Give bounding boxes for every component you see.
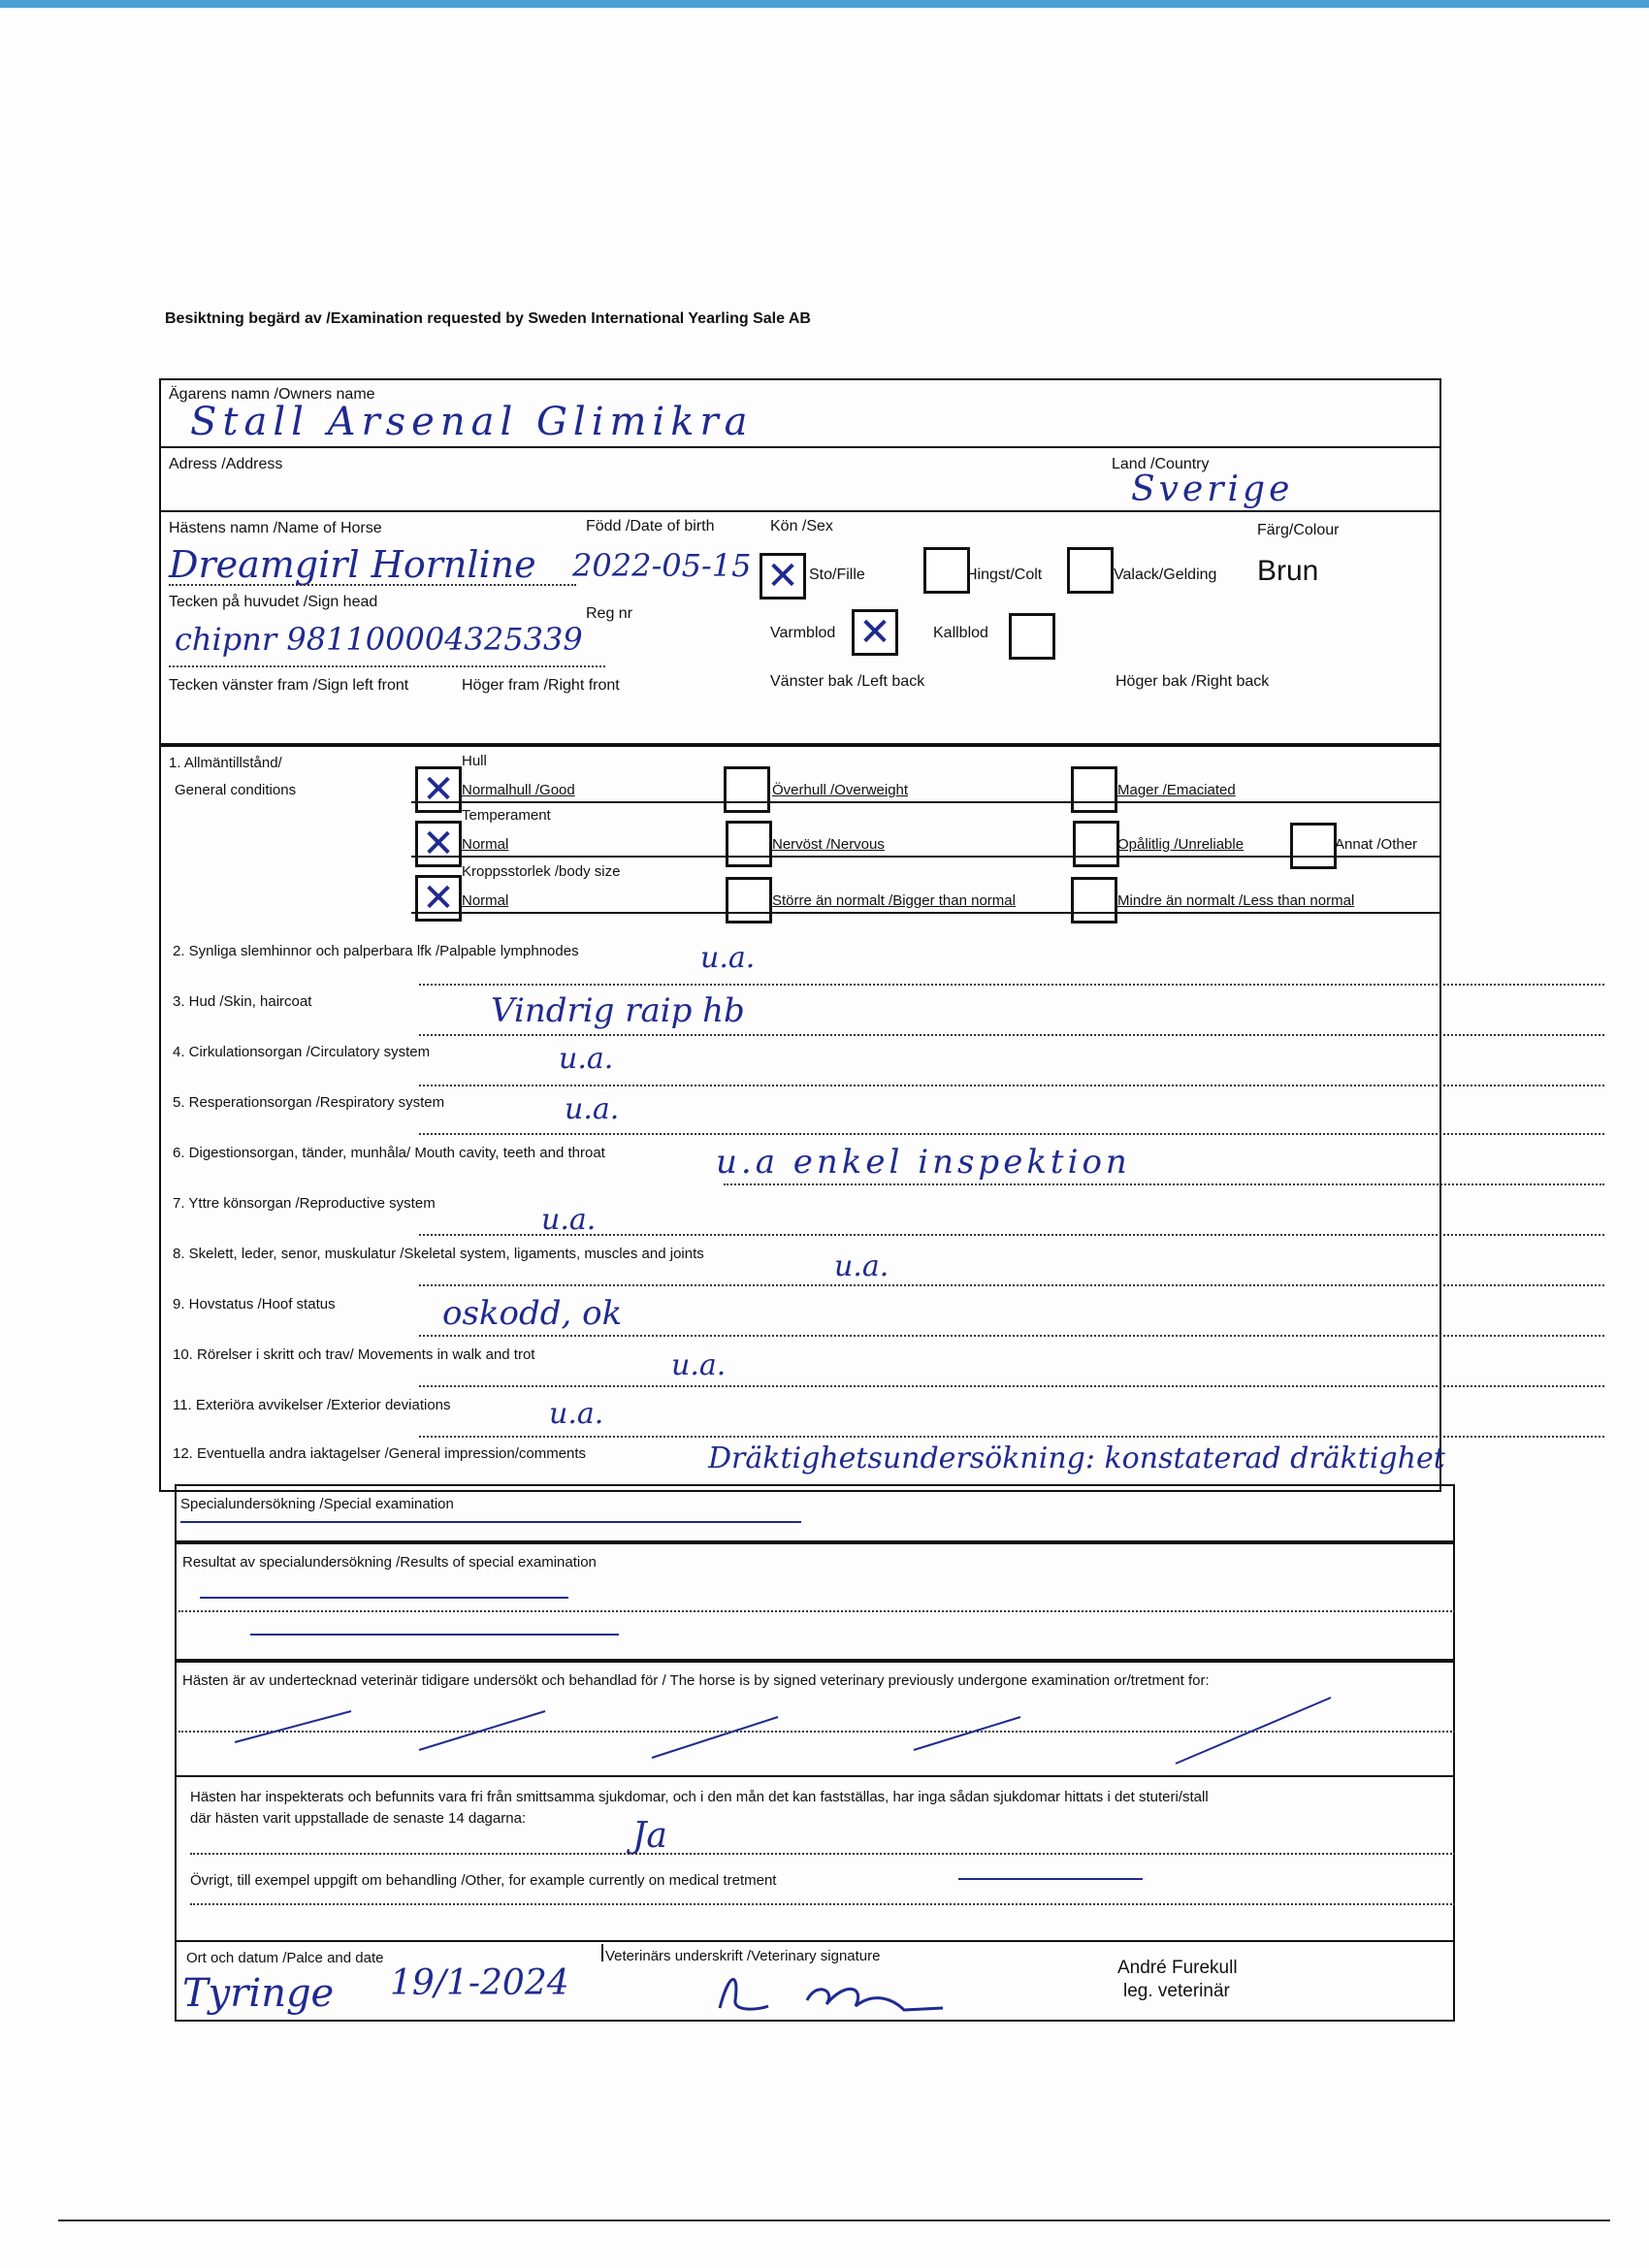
owner-section (159, 378, 1441, 448)
hull-option-mager: Mager /Emaciated (1117, 782, 1236, 798)
examination-section (159, 745, 1445, 1492)
inspection-value: Ja (632, 1816, 667, 1856)
sign-head-label: Tecken på huvudet /Sign head (169, 594, 378, 610)
temperament-option-nervous: Nervöst /Nervous (772, 836, 885, 853)
horse-section (159, 510, 1441, 745)
exam-item-value: u.a. (541, 1203, 597, 1237)
inspection-line (190, 1853, 1455, 1855)
vet-title: leg. veterinär (1123, 1981, 1230, 2001)
previous-strikethrough-strokes (177, 1682, 1457, 1779)
left-front-label: Tecken vänster fram /Sign left front (169, 677, 409, 694)
inspection-section (175, 1775, 1455, 1942)
exam-item-label: 9. Hovstatus /Hoof status (173, 1296, 336, 1312)
exam-item-label: 8. Skelett, leder, senor, muskulatur /Skeletal system, ligaments, muscles and joints (173, 1246, 704, 1262)
exam-item-label: 4. Cirkulationsorgan /Circulatory system (173, 1044, 431, 1060)
previous-section (175, 1661, 1455, 1777)
regnr-label: Reg nr (586, 605, 633, 622)
checkbox-sto[interactable] (760, 553, 806, 599)
previous-label: Hästen är av undertecknad veterinär tidigare undersökt och behandlad för / The horse is by signed veterinary previously undergone examination or/tretment for: (182, 1672, 1210, 1689)
check-mark-icon: ✕ (422, 767, 455, 812)
checkbox-other[interactable] (1290, 823, 1337, 869)
special-label: Specialundersökning /Special examination (180, 1496, 454, 1512)
horse-name-value: Dreamgirl Hornline (169, 543, 536, 586)
check-mark-icon: ✕ (858, 610, 891, 655)
exam-item-label: 7. Yttre könsorgan /Reproductive system (173, 1195, 436, 1212)
exam-item-line (419, 1234, 1604, 1236)
exam-item-label: 10. Rörelser i skritt och trav/ Movements in walk and trot (173, 1346, 535, 1363)
exam-item-line (419, 1133, 1604, 1135)
temperament-underline (411, 856, 1441, 858)
horse-name-line (169, 584, 576, 586)
check-mark-icon: ✕ (422, 876, 455, 921)
exam-item-label: 5. Resperationsorgan /Respiratory system (173, 1094, 445, 1111)
hull-option-over: Överhull /Overweight (772, 782, 909, 798)
other-ink-line (958, 1878, 1143, 1880)
sex-label: Kön /Sex (770, 518, 833, 535)
exam-item-value: u.a. (834, 1249, 889, 1283)
checkbox-kallblod[interactable] (1009, 613, 1055, 660)
country-value: Sverige (1131, 470, 1294, 509)
exam-item-value: u.a. (559, 1042, 614, 1076)
hull-label: Hull (462, 753, 487, 769)
inspection-label-2: där hästen varit uppstallade de senaste 14 dagarna: (190, 1810, 527, 1827)
address-section (159, 446, 1441, 512)
country-label: Land /Country (1112, 456, 1210, 472)
check-mark-icon: ✕ (766, 554, 799, 599)
checkbox-bigger[interactable] (726, 877, 772, 923)
exam-item-line (419, 1034, 1604, 1036)
temperament-label: Temperament (462, 807, 551, 824)
exam-item-label: 3. Hud /Skin, haircoat (173, 993, 312, 1010)
inspection-label-1: Hästen har inspekterats och befunnits vara fri från smittsamma sjukdomar, och i den mån det kan fastställas, har inga sådan sjukdomar hittats i det stuteri/stall (190, 1789, 1209, 1805)
scan-bottom-line (58, 2219, 1610, 2221)
exam-item-line (419, 1436, 1604, 1438)
checkbox-varmblod[interactable] (852, 609, 898, 656)
results-label: Resultat av specialundersökning /Results of special examination (182, 1554, 597, 1571)
owner-value: Stall Arsenal Glimikra (190, 400, 754, 444)
dob-value: 2022-05-15 (572, 547, 752, 584)
exam-item-label: 11. Exteriöra avvikelser /Exterior deviations (173, 1397, 451, 1413)
exam-item-label: 6. Digestionsorgan, tänder, munhåla/ Mouth cavity, teeth and throat (173, 1145, 605, 1161)
checkbox-temperament-normal[interactable] (415, 821, 462, 867)
results-ink-line-1 (200, 1597, 568, 1599)
exam-item-value: Dräktighetsundersökning: konstaterad dräktighet (708, 1442, 1445, 1475)
general-label-1: 1. Allmäntillstånd/ (169, 755, 282, 771)
size-option-normal: Normal (462, 892, 509, 909)
signature-section (175, 1940, 1455, 2022)
checkbox-hingst[interactable] (923, 547, 970, 594)
left-back-label: Vänster bak /Left back (770, 673, 925, 690)
exam-item-line (419, 1335, 1604, 1337)
size-underline (411, 912, 1441, 914)
checkbox-nervous[interactable] (726, 821, 772, 867)
results-line-1 (178, 1610, 1455, 1612)
signature-scribble (700, 1961, 1011, 2020)
check-mark-icon: ✕ (422, 822, 455, 866)
sign-head-value: chipnr 981100004325339 (175, 621, 583, 658)
special-ink-line (180, 1521, 801, 1523)
sex-option-sto: Sto/Fille (809, 567, 865, 583)
right-front-label: Höger fram /Right front (462, 677, 620, 694)
checkbox-smaller[interactable] (1071, 877, 1117, 923)
hull-underline (411, 801, 1441, 803)
checkbox-normalhull[interactable] (415, 766, 462, 813)
results-ink-line-2 (250, 1634, 619, 1636)
exam-item-value: u.a. (549, 1397, 604, 1431)
place-value: Tyringe (182, 1971, 335, 2016)
hull-option-normal: Normalhull /Good (462, 782, 575, 798)
exam-item-label: 12. Eventuella andra iaktagelser /General impression/comments (173, 1445, 587, 1462)
address-label: Adress /Address (169, 456, 283, 472)
exam-item-line (419, 1385, 1604, 1387)
colour-label: Färg/Colour (1257, 522, 1340, 538)
signature-divider (601, 1944, 603, 1961)
dob-label: Född /Date of birth (586, 518, 715, 535)
exam-item-label: 2. Synliga slemhinnor och palperbara lfk /Palpable lymphnodes (173, 943, 579, 959)
exam-item-line (419, 1284, 1604, 1286)
varmblod-label: Varmblod (770, 625, 836, 641)
exam-item-value: u.a. (565, 1092, 620, 1126)
checkbox-unreliable[interactable] (1073, 821, 1119, 867)
exam-item-line (419, 1085, 1604, 1086)
exam-item-value: u.a. (671, 1348, 727, 1382)
sex-option-valack: Valack/Gelding (1114, 567, 1217, 583)
exam-item-value: Vindrig raip hb (491, 991, 745, 1030)
exam-item-value: u.a enkel inspektion (716, 1143, 1131, 1182)
other-line (190, 1903, 1455, 1905)
date-value: 19/1-2024 (390, 1963, 569, 2003)
exam-item-value: u.a. (700, 941, 756, 975)
checkbox-mager[interactable] (1071, 766, 1117, 813)
horse-name-label: Hästens namn /Name of Horse (169, 520, 382, 536)
sex-option-hingst: Hingst/Colt (966, 567, 1043, 583)
temperament-option-unreliable: Opålitlig /Unreliable (1117, 836, 1245, 853)
checkbox-size-normal[interactable] (415, 875, 462, 922)
signature-label: Veterinärs underskrift /Veterinary signature (605, 1948, 881, 1964)
scan-edge (0, 0, 1649, 8)
size-option-bigger: Större än normalt /Bigger than normal (772, 892, 1016, 909)
right-back-label: Höger bak /Right back (1116, 673, 1270, 690)
colour-value: Brun (1257, 555, 1319, 587)
owner-label: Ägarens namn /Owners name (169, 386, 375, 403)
results-section (175, 1542, 1455, 1661)
place-date-label: Ort och datum /Palce and date (186, 1950, 384, 1966)
general-label-2: General conditions (175, 782, 297, 798)
exam-item-line (419, 984, 1604, 986)
exam-item-value: oskodd, ok (442, 1294, 623, 1333)
special-section (175, 1484, 1455, 1542)
exam-item-line (724, 1183, 1604, 1185)
sign-head-line (169, 665, 605, 667)
vet-name: André Furekull (1117, 1958, 1238, 1978)
checkbox-overhull[interactable] (724, 766, 770, 813)
temperament-option-other: Annat /Other (1335, 836, 1418, 853)
checkbox-valack[interactable] (1067, 547, 1114, 594)
temperament-option-normal: Normal (462, 836, 509, 853)
requested-by: Besiktning begärd av /Examination requested by Sweden International Yearling Sale AB (165, 310, 811, 327)
size-option-smaller: Mindre än normalt /Less than normal (1117, 892, 1355, 909)
kallblod-label: Kallblod (933, 625, 988, 641)
other-label: Övrigt, till exempel uppgift om behandling /Other, for example currently on medical tretment (190, 1872, 777, 1889)
size-label: Kroppsstorlek /body size (462, 863, 621, 880)
